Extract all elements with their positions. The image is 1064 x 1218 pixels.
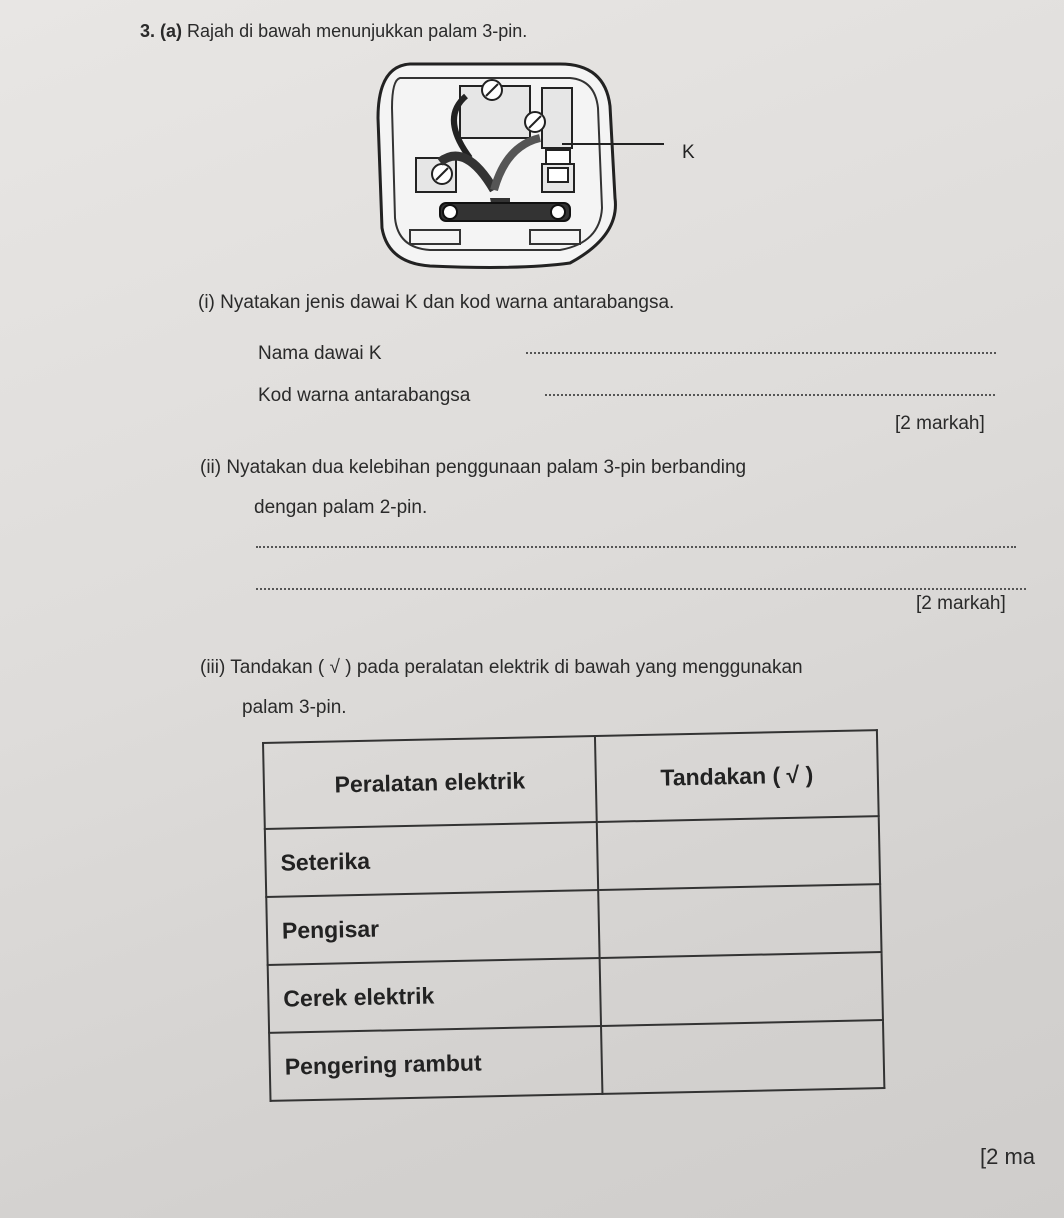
part-ii-prompt-line2: dengan palam 2-pin. (254, 497, 428, 518)
appliance-name: Seterika (265, 822, 598, 897)
answer-line-ii-2[interactable] (256, 588, 1026, 590)
tick-cell-pengering-rambut[interactable] (601, 1020, 884, 1094)
appliance-name: Cerek elektrik (268, 958, 601, 1033)
table-header-row (263, 730, 879, 829)
diagram-label-k: K (682, 142, 695, 163)
table-row (268, 952, 883, 1033)
table-row (266, 884, 881, 965)
appliance-table (262, 729, 885, 1102)
part-ii-marks: [2 markah] (916, 593, 1006, 614)
tick-cell-pengisar[interactable] (598, 884, 881, 958)
part-i-prompt: (i) Nyatakan jenis dawai K dan kod warna antarabangsa. (198, 292, 675, 313)
part-iii-prompt-line1: (iii) Tandakan ( √ ) pada peralatan elektrik di bawah yang menggunakan (200, 657, 803, 678)
answer-line-kod-warna[interactable] (545, 394, 995, 396)
part-ii-prompt-line1: (ii) Nyatakan dua kelebihan penggunaan palam 3-pin berbanding (200, 457, 747, 478)
tick-cell-seterika[interactable] (597, 816, 880, 890)
appliance-name: Pengering rambut (269, 1026, 602, 1101)
question-intro: Rajah di bawah menunjukkan palam 3-pin. (187, 21, 528, 41)
answer-line-nama-dawai[interactable] (526, 352, 996, 354)
question-number: 3. (a) (140, 21, 183, 41)
header-peralatan: Peralatan elektrik (263, 736, 597, 829)
table-row (269, 1020, 884, 1101)
tick-cell-cerek-elektrik[interactable] (600, 952, 883, 1026)
part-iii-prompt-line2: palam 3-pin. (242, 697, 347, 718)
answer-line-ii-1[interactable] (256, 546, 1016, 548)
part-i-marks: [2 markah] (895, 413, 985, 434)
field-label-kod-warna: Kod warna antarabangsa (258, 385, 471, 406)
three-pin-plug-diagram (370, 58, 710, 273)
part-iii-marks: [2 ma (980, 1144, 1036, 1169)
question-title (140, 22, 527, 40)
appliance-name: Pengisar (266, 890, 599, 965)
field-label-nama-dawai: Nama dawai K (258, 343, 382, 364)
header-tandakan: Tandakan ( √ ) (595, 730, 879, 822)
table-row (265, 816, 880, 897)
